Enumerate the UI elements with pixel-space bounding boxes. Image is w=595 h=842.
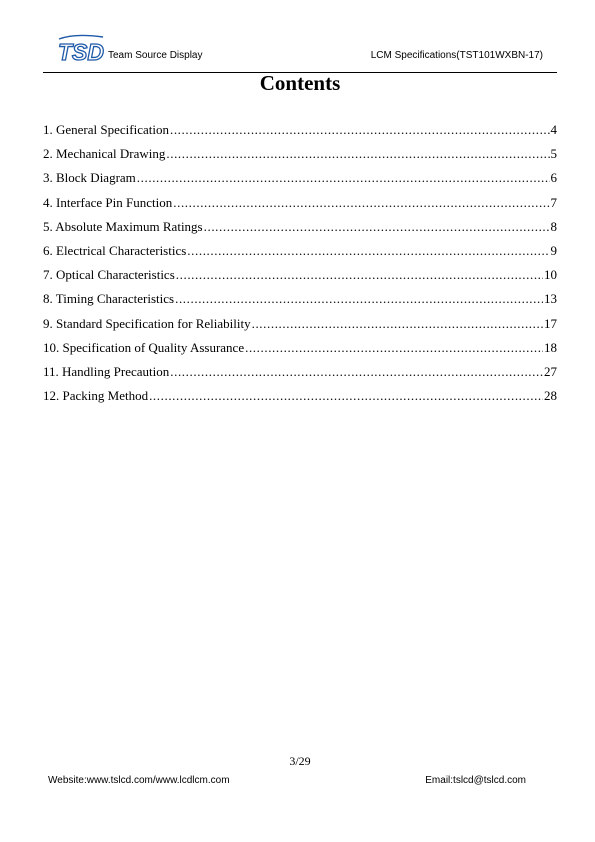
toc-entry-label: 1. General Specification <box>43 122 169 137</box>
toc-entry-page: 18 <box>544 339 557 355</box>
toc-entry-label: 5. Absolute Maximum Ratings <box>43 218 203 234</box>
page-number: 3/29 <box>289 754 311 768</box>
toc-leader-dots <box>187 242 549 260</box>
toc-entry-page: 13 <box>544 291 557 307</box>
spec-title: LCM Specifications(TST101WXBN-17) <box>370 50 543 61</box>
toc-leader-dots <box>176 266 543 284</box>
toc-entry[interactable] <box>43 387 557 411</box>
toc-entry[interactable] <box>43 315 557 339</box>
toc-entry[interactable] <box>43 169 557 193</box>
toc-entry-label: 2. Mechanical Drawing <box>43 146 166 162</box>
toc-entry-label: 8. Timing Characteristics <box>43 291 175 307</box>
toc-entry-page: 5 <box>550 146 557 162</box>
toc-entry-page: 9 <box>550 242 557 258</box>
website-text: Website:www.tslcd.com/www.lcdlcm.com <box>48 775 230 786</box>
toc-entry-label: 10. Specification of Quality Assurance <box>43 339 245 355</box>
logo-text: TSD <box>58 39 104 64</box>
toc-leader-dots <box>137 169 550 187</box>
toc-entry-page: 10 <box>544 267 557 283</box>
email-text: Email:tslcd@tslcd.com <box>425 775 526 786</box>
toc-entry-label: 6. Electrical Characteristics <box>43 242 187 258</box>
toc-leader-dots <box>245 339 543 357</box>
toc-entry-label: 12. Packing Method <box>43 388 149 404</box>
toc-leader-dots <box>170 363 543 381</box>
tsd-logo-icon <box>55 34 105 64</box>
toc-leader-dots <box>170 121 550 139</box>
toc-entry-label: 4. Interface Pin Function <box>43 194 173 210</box>
toc-entry-page: 28 <box>544 388 557 404</box>
toc-entry-label: 11. Handling Precaution <box>43 363 170 379</box>
toc-entry-page: 4 <box>550 122 557 137</box>
toc-entry-page: 8 <box>550 218 557 234</box>
toc-entry-page: 6 <box>550 170 557 186</box>
toc-entry[interactable] <box>43 363 557 387</box>
page-header <box>43 34 557 73</box>
company-name: Team Source Display <box>108 50 203 61</box>
toc-leader-dots <box>166 145 549 163</box>
toc-entry-label: 7. Optical Characteristics <box>43 267 175 283</box>
toc-entry[interactable] <box>43 121 557 145</box>
toc-entry-label: 3. Block Diagram <box>43 170 136 186</box>
table-of-contents <box>43 121 557 411</box>
toc-entry[interactable] <box>43 194 557 218</box>
toc-entry[interactable] <box>43 339 557 363</box>
page-title: Contents <box>259 71 341 95</box>
toc-entry[interactable] <box>43 266 557 290</box>
toc-entry-page: 7 <box>550 194 557 210</box>
toc-entry[interactable] <box>43 145 557 169</box>
toc-leader-dots <box>175 290 543 308</box>
toc-entry-page: 27 <box>544 363 557 379</box>
toc-entry-page: 17 <box>544 315 557 331</box>
toc-leader-dots <box>252 315 543 333</box>
toc-entry-label: 9. Standard Specification for Reliability <box>43 315 251 331</box>
toc-entry[interactable] <box>43 218 557 242</box>
toc-entry[interactable] <box>43 290 557 314</box>
toc-entry[interactable] <box>43 242 557 266</box>
toc-leader-dots <box>149 387 543 405</box>
toc-leader-dots <box>173 194 549 212</box>
toc-leader-dots <box>204 218 550 236</box>
